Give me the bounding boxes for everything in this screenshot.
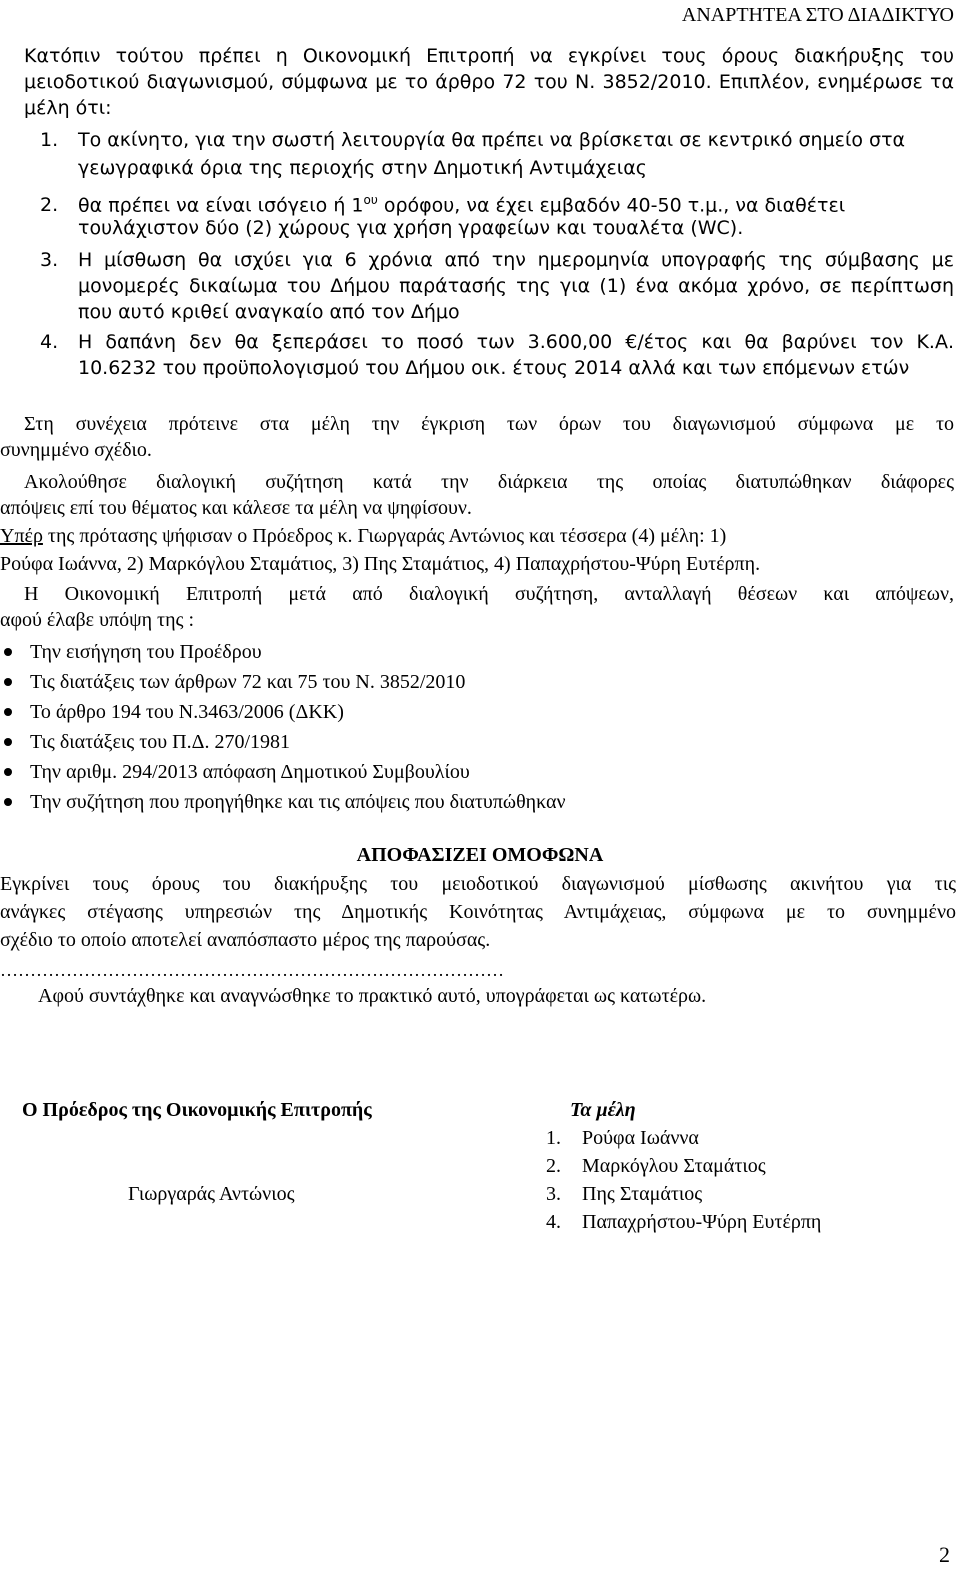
vote-line-2: Ρούφα Ιωάννα, 2) Μαρκόγλου Σταμάτιος, 3) Πης Σταμάτιος, 4) Παπαχρήστου-Ψύρη Ευτέρπη. xyxy=(0,553,761,575)
in-favor-label: Υπέρ xyxy=(0,525,43,547)
numbered-item-4: Η δαπάνη δεν θα ξεπεράσει το ποσό των 3.600,00 €/έτος και θα βαρύνει τον Κ.Α. xyxy=(78,331,954,353)
publication-header: ΑΝΑΡΤΗΤΕΑ ΣΤΟ ΔΙΑΔΙΚΤΥΟ xyxy=(681,4,954,26)
member-number: 2. xyxy=(546,1155,561,1177)
proposal-line-2: συνημμένο σχέδιο. xyxy=(0,439,152,461)
list-item: Την συζήτηση που προηγήθηκε και τις απόψεις που διατυπώθηκαν xyxy=(30,791,566,813)
page-number: 2 xyxy=(939,1542,950,1567)
member-name: Παπαχρήστου-Ψύρη Ευτέρπη xyxy=(582,1211,822,1233)
bullet-icon xyxy=(4,768,12,776)
discussion-line-2: απόψεις επί του θέματος και κάλεσε τα μέλη να ψηφίσουν. xyxy=(0,497,472,519)
item-text-post: ορόφου, να έχει εμβαδόν 40-50 τ.μ., να διαθέτει xyxy=(377,194,846,217)
list-item xyxy=(546,1154,766,1178)
decision-line-3: σχέδιο το οποίο αποτελεί αναπόσπαστο μέρος της παρούσας. xyxy=(0,929,491,951)
closing-statement: Αφού συντάχθηκε και αναγνώσθηκε το πρακτικό αυτό, υπογράφεται ως κατωτέρω. xyxy=(38,985,707,1007)
members-title: Τα μέλη xyxy=(570,1099,636,1121)
numbered-item-2-cont: τουλάχιστον δύο (2) χώρους για χρήση γραφείων και τουαλέτα (WC). xyxy=(78,217,744,239)
numbered-item-1 xyxy=(40,128,905,152)
bullet-icon xyxy=(4,798,12,806)
numbered-item-3-cont-2: που αυτό κριθεί αναγκαίο από τον Δήμο xyxy=(78,301,460,323)
chair-title: Ο Πρόεδρος της Οικονομικής Επιτροπής xyxy=(22,1099,372,1121)
bullet-icon xyxy=(4,738,12,746)
list-item: Τις διατάξεις του Π.Δ. 270/1981 xyxy=(30,731,291,753)
member-number: 1. xyxy=(546,1127,561,1149)
discussion-line-1: Ακολούθησε διαλογική συζήτηση κατά την διάρκεια της οποίας διατυπώθηκαν διάφορες xyxy=(24,471,954,493)
bullet-icon xyxy=(4,648,12,656)
proposal-line-1: Στη συνέχεια πρότεινε στα μέλη την έγκριση των όρων του διαγωνισμού σύμφωνα με το xyxy=(24,413,954,435)
list-item xyxy=(546,1182,702,1206)
list-item: Την αριθμ. 294/2013 απόφαση Δημοτικού Συμβουλίου xyxy=(30,761,470,783)
numbered-item-3-cont-1: μονομερές δικαίωμα του Δήμου παράτασής της για (1) ένα ακόμα χρόνο, σε περίπτωση xyxy=(78,275,954,297)
member-number: 3. xyxy=(546,1183,561,1205)
bullet-icon xyxy=(4,708,12,716)
numbered-item-4-num: 4. xyxy=(40,331,59,353)
committee-line-1: Η Οικονομική Επιτροπή μετά από διαλογική συζήτηση, ανταλλαγή θέσεων και απόψεων, xyxy=(24,583,954,605)
vote-text: της πρότασης ψήφισαν ο Πρόεδρος κ. Γιωργαράς Αντώνιος και τέσσερα (4) μέλη: 1) xyxy=(42,525,727,547)
member-name: Πης Σταμάτιος xyxy=(582,1183,703,1205)
committee-line-2: αφού έλαβε υπόψη της : xyxy=(0,609,195,631)
item-text-pre: θα πρέπει να είναι ισόγειο ή 1 xyxy=(78,194,364,217)
list-item: Την εισήγηση του Προέδρου xyxy=(30,641,262,663)
decision-line-2: ανάγκες στέγασης υπηρεσιών της Δημοτικής Κοινότητας Αντιμάχειας, σύμφωνα με το συνημμένο xyxy=(0,901,956,923)
numbered-item-1-cont: γεωγραφικά όρια της περιοχής στην Δημοτική Αντιμάχειας xyxy=(78,157,647,179)
list-item xyxy=(546,1210,821,1234)
item-text: Το ακίνητο, για την σωστή λειτουργία θα πρέπει να βρίσκεται σε κεντρικό σημείο στα xyxy=(78,129,906,151)
item-number: 2. xyxy=(40,194,59,217)
member-number: 4. xyxy=(546,1211,561,1233)
member-name: Μαρκόγλου Σταμάτιος xyxy=(582,1155,766,1177)
decision-title: ΑΠΟΦΑΣΙΖΕΙ ΟΜΟΦΩΝΑ xyxy=(356,844,604,866)
member-name: Ρούφα Ιωάννα xyxy=(582,1127,699,1149)
ordinal-superscript: ου xyxy=(363,193,378,207)
intro-line-1: Κατόπιν τούτου πρέπει η Οικονομική Επιτροπή να εγκρίνει τους όρους διακήρυξης του xyxy=(24,45,954,67)
numbered-item-3: Η μίσθωση θα ισχύει για 6 χρόνια από την ημερομηνία υπογραφής της σύμβασης με xyxy=(78,249,954,271)
numbered-item-3-num: 3. xyxy=(40,249,59,271)
numbered-item-2 xyxy=(40,188,845,217)
decision-line-1: Εγκρίνει τους όρους του διακήρυξης του μειοδοτικού διαγωνισμού μίσθωσης ακινήτου για τις xyxy=(0,873,956,895)
numbered-item-4-cont: 10.6232 του προϋπολογισμού του Δήμου οικ. έτους 2014 αλλά και των επόμενων ετών xyxy=(78,357,910,379)
dotted-separator: ………………………………………………………………………… xyxy=(0,960,504,980)
intro-line-3: μέλη ότι: xyxy=(24,97,112,119)
intro-line-2: μειοδοτικού διαγωνισμού, σύμφωνα με το άρθρο 72 του Ν. 3852/2010. Επιπλέον, ενημέρωσε τα xyxy=(24,71,954,93)
vote-line-1 xyxy=(0,524,726,548)
bullet-icon xyxy=(4,678,12,686)
list-item: Τις διατάξεις των άρθρων 72 και 75 του Ν. 3852/2010 xyxy=(30,671,466,693)
list-item xyxy=(546,1126,699,1150)
item-number: 1. xyxy=(40,129,59,151)
chair-name: Γιωργαράς Αντώνιος xyxy=(128,1183,295,1205)
list-item: Το άρθρο 194 του Ν.3463/2006 (ΔΚΚ) xyxy=(30,701,344,723)
